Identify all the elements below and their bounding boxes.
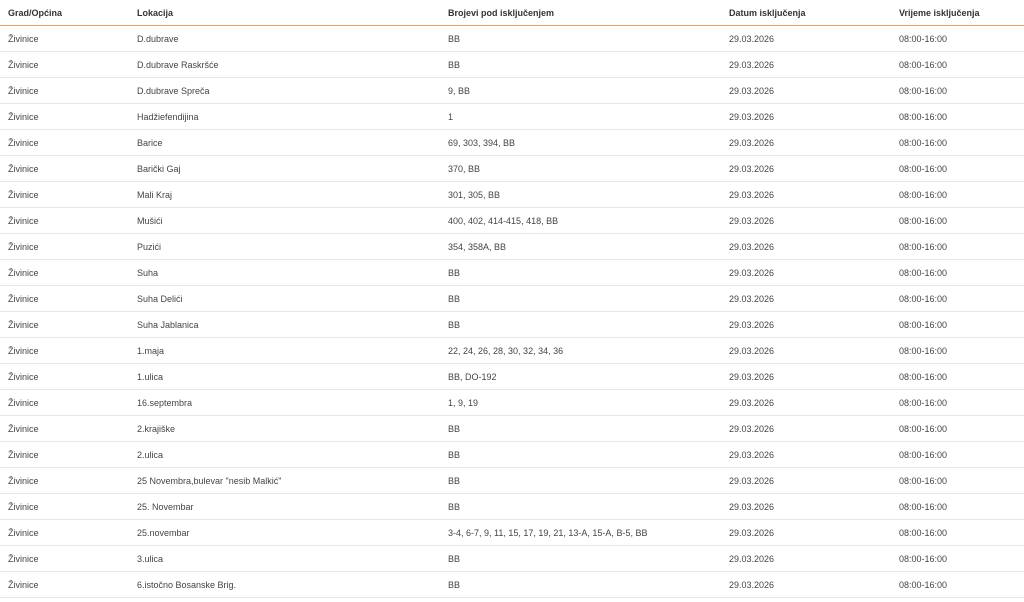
cell-time: 08:00-16:00 (891, 468, 1024, 494)
cell-city: Živinice (0, 260, 129, 286)
table-row (0, 130, 1024, 156)
cell-time: 08:00-16:00 (891, 572, 1024, 598)
cell-time: 08:00-16:00 (891, 364, 1024, 390)
table-row (0, 104, 1024, 130)
cell-date: 29.03.2026 (721, 182, 891, 208)
cell-numbers: BB (440, 312, 721, 338)
header-city[interactable]: Grad/Općina (0, 0, 129, 26)
header-location[interactable]: Lokacija (129, 0, 440, 26)
cell-city: Živinice (0, 156, 129, 182)
cell-date: 29.03.2026 (721, 546, 891, 572)
cell-city: Živinice (0, 182, 129, 208)
cell-city: Živinice (0, 52, 129, 78)
table-row (0, 52, 1024, 78)
cell-city: Živinice (0, 312, 129, 338)
cell-numbers: 1, 9, 19 (440, 390, 721, 416)
cell-location: D.dubrave Raskršće (129, 52, 440, 78)
cell-time: 08:00-16:00 (891, 52, 1024, 78)
cell-date: 29.03.2026 (721, 416, 891, 442)
cell-time: 08:00-16:00 (891, 546, 1024, 572)
header-numbers[interactable]: Brojevi pod isključenjem (440, 0, 721, 26)
cell-date: 29.03.2026 (721, 52, 891, 78)
cell-city: Živinice (0, 520, 129, 546)
table-row (0, 442, 1024, 468)
cell-time: 08:00-16:00 (891, 338, 1024, 364)
cell-city: Živinice (0, 390, 129, 416)
cell-date: 29.03.2026 (721, 312, 891, 338)
cell-location: D.dubrave Spreča (129, 78, 440, 104)
cell-numbers: BB (440, 26, 721, 52)
cell-location: 1.ulica (129, 364, 440, 390)
cell-city: Živinice (0, 546, 129, 572)
cell-location: Barice (129, 130, 440, 156)
table-row (0, 416, 1024, 442)
cell-time: 08:00-16:00 (891, 208, 1024, 234)
cell-time: 08:00-16:00 (891, 104, 1024, 130)
cell-city: Živinice (0, 286, 129, 312)
cell-location: 16.septembra (129, 390, 440, 416)
cell-time: 08:00-16:00 (891, 78, 1024, 104)
cell-location: 6.istočno Bosanske Brig. (129, 572, 440, 598)
table-row (0, 390, 1024, 416)
cell-numbers: 301, 305, BB (440, 182, 721, 208)
cell-time: 08:00-16:00 (891, 234, 1024, 260)
cell-date: 29.03.2026 (721, 78, 891, 104)
cell-city: Živinice (0, 572, 129, 598)
cell-numbers: BB (440, 52, 721, 78)
cell-date: 29.03.2026 (721, 572, 891, 598)
cell-location: Puzići (129, 234, 440, 260)
cell-location: Hadžiefendijina (129, 104, 440, 130)
header-date[interactable]: Datum isključenja (721, 0, 891, 26)
table-row (0, 260, 1024, 286)
cell-time: 08:00-16:00 (891, 182, 1024, 208)
cell-time: 08:00-16:00 (891, 312, 1024, 338)
cell-time: 08:00-16:00 (891, 416, 1024, 442)
cell-location: Suha Delići (129, 286, 440, 312)
cell-location: 1.maja (129, 338, 440, 364)
cell-numbers: BB, DO-192 (440, 364, 721, 390)
table-row (0, 572, 1024, 598)
cell-time: 08:00-16:00 (891, 494, 1024, 520)
cell-date: 29.03.2026 (721, 130, 891, 156)
cell-time: 08:00-16:00 (891, 390, 1024, 416)
cell-numbers: 400, 402, 414-415, 418, BB (440, 208, 721, 234)
table-row (0, 520, 1024, 546)
cell-location: Suha (129, 260, 440, 286)
table-row (0, 338, 1024, 364)
cell-numbers: BB (440, 260, 721, 286)
cell-numbers: 9, BB (440, 78, 721, 104)
cell-city: Živinice (0, 104, 129, 130)
table-row (0, 364, 1024, 390)
cell-date: 29.03.2026 (721, 364, 891, 390)
cell-city: Živinice (0, 416, 129, 442)
cell-numbers: BB (440, 468, 721, 494)
table-row (0, 78, 1024, 104)
cell-numbers: BB (440, 286, 721, 312)
table-row (0, 286, 1024, 312)
cell-time: 08:00-16:00 (891, 286, 1024, 312)
cell-city: Živinice (0, 442, 129, 468)
cell-date: 29.03.2026 (721, 104, 891, 130)
cell-location: 3.ulica (129, 546, 440, 572)
table-row (0, 312, 1024, 338)
header-time[interactable]: Vrijeme isključenja (891, 0, 1024, 26)
cell-numbers: BB (440, 546, 721, 572)
header-row (0, 0, 1024, 26)
cell-location: 25.novembar (129, 520, 440, 546)
cell-time: 08:00-16:00 (891, 130, 1024, 156)
cell-date: 29.03.2026 (721, 520, 891, 546)
table-row (0, 494, 1024, 520)
cell-city: Živinice (0, 208, 129, 234)
cell-city: Živinice (0, 26, 129, 52)
cell-date: 29.03.2026 (721, 390, 891, 416)
table-row (0, 234, 1024, 260)
table-row (0, 156, 1024, 182)
cell-numbers: 69, 303, 394, BB (440, 130, 721, 156)
cell-location: 2.krajiške (129, 416, 440, 442)
cell-location: Mali Kraj (129, 182, 440, 208)
cell-numbers: 354, 358A, BB (440, 234, 721, 260)
cell-numbers: 3-4, 6-7, 9, 11, 15, 17, 19, 21, 13-A, 15-A, B-5, BB (440, 520, 721, 546)
table-row (0, 546, 1024, 572)
cell-numbers: BB (440, 494, 721, 520)
cell-time: 08:00-16:00 (891, 442, 1024, 468)
cell-location: Barički Gaj (129, 156, 440, 182)
cell-numbers: BB (440, 416, 721, 442)
cell-city: Živinice (0, 78, 129, 104)
cell-numbers: BB (440, 572, 721, 598)
table-body (0, 26, 1024, 598)
cell-date: 29.03.2026 (721, 260, 891, 286)
cell-numbers: 370, BB (440, 156, 721, 182)
cell-location: 25 Novembra,bulevar "nesib Malkić" (129, 468, 440, 494)
cell-location: 25. Novembar (129, 494, 440, 520)
cell-time: 08:00-16:00 (891, 260, 1024, 286)
cell-time: 08:00-16:00 (891, 156, 1024, 182)
cell-city: Živinice (0, 494, 129, 520)
cell-numbers: 22, 24, 26, 28, 30, 32, 34, 36 (440, 338, 721, 364)
cell-city: Živinice (0, 338, 129, 364)
cell-location: Mušići (129, 208, 440, 234)
cell-location: 2.ulica (129, 442, 440, 468)
cell-city: Živinice (0, 234, 129, 260)
cell-time: 08:00-16:00 (891, 520, 1024, 546)
cell-date: 29.03.2026 (721, 494, 891, 520)
cell-date: 29.03.2026 (721, 234, 891, 260)
cell-date: 29.03.2026 (721, 442, 891, 468)
table-row (0, 208, 1024, 234)
cell-date: 29.03.2026 (721, 26, 891, 52)
table-header (0, 0, 1024, 26)
cell-date: 29.03.2026 (721, 156, 891, 182)
cell-location: Suha Jablanica (129, 312, 440, 338)
cell-city: Živinice (0, 468, 129, 494)
cell-date: 29.03.2026 (721, 286, 891, 312)
cell-date: 29.03.2026 (721, 468, 891, 494)
cell-location: D.dubrave (129, 26, 440, 52)
table-row (0, 468, 1024, 494)
cell-numbers: BB (440, 442, 721, 468)
cell-numbers: 1 (440, 104, 721, 130)
cell-date: 29.03.2026 (721, 338, 891, 364)
table-row (0, 182, 1024, 208)
cell-date: 29.03.2026 (721, 208, 891, 234)
cell-city: Živinice (0, 130, 129, 156)
table-row (0, 26, 1024, 52)
cell-city: Živinice (0, 364, 129, 390)
cell-time: 08:00-16:00 (891, 26, 1024, 52)
